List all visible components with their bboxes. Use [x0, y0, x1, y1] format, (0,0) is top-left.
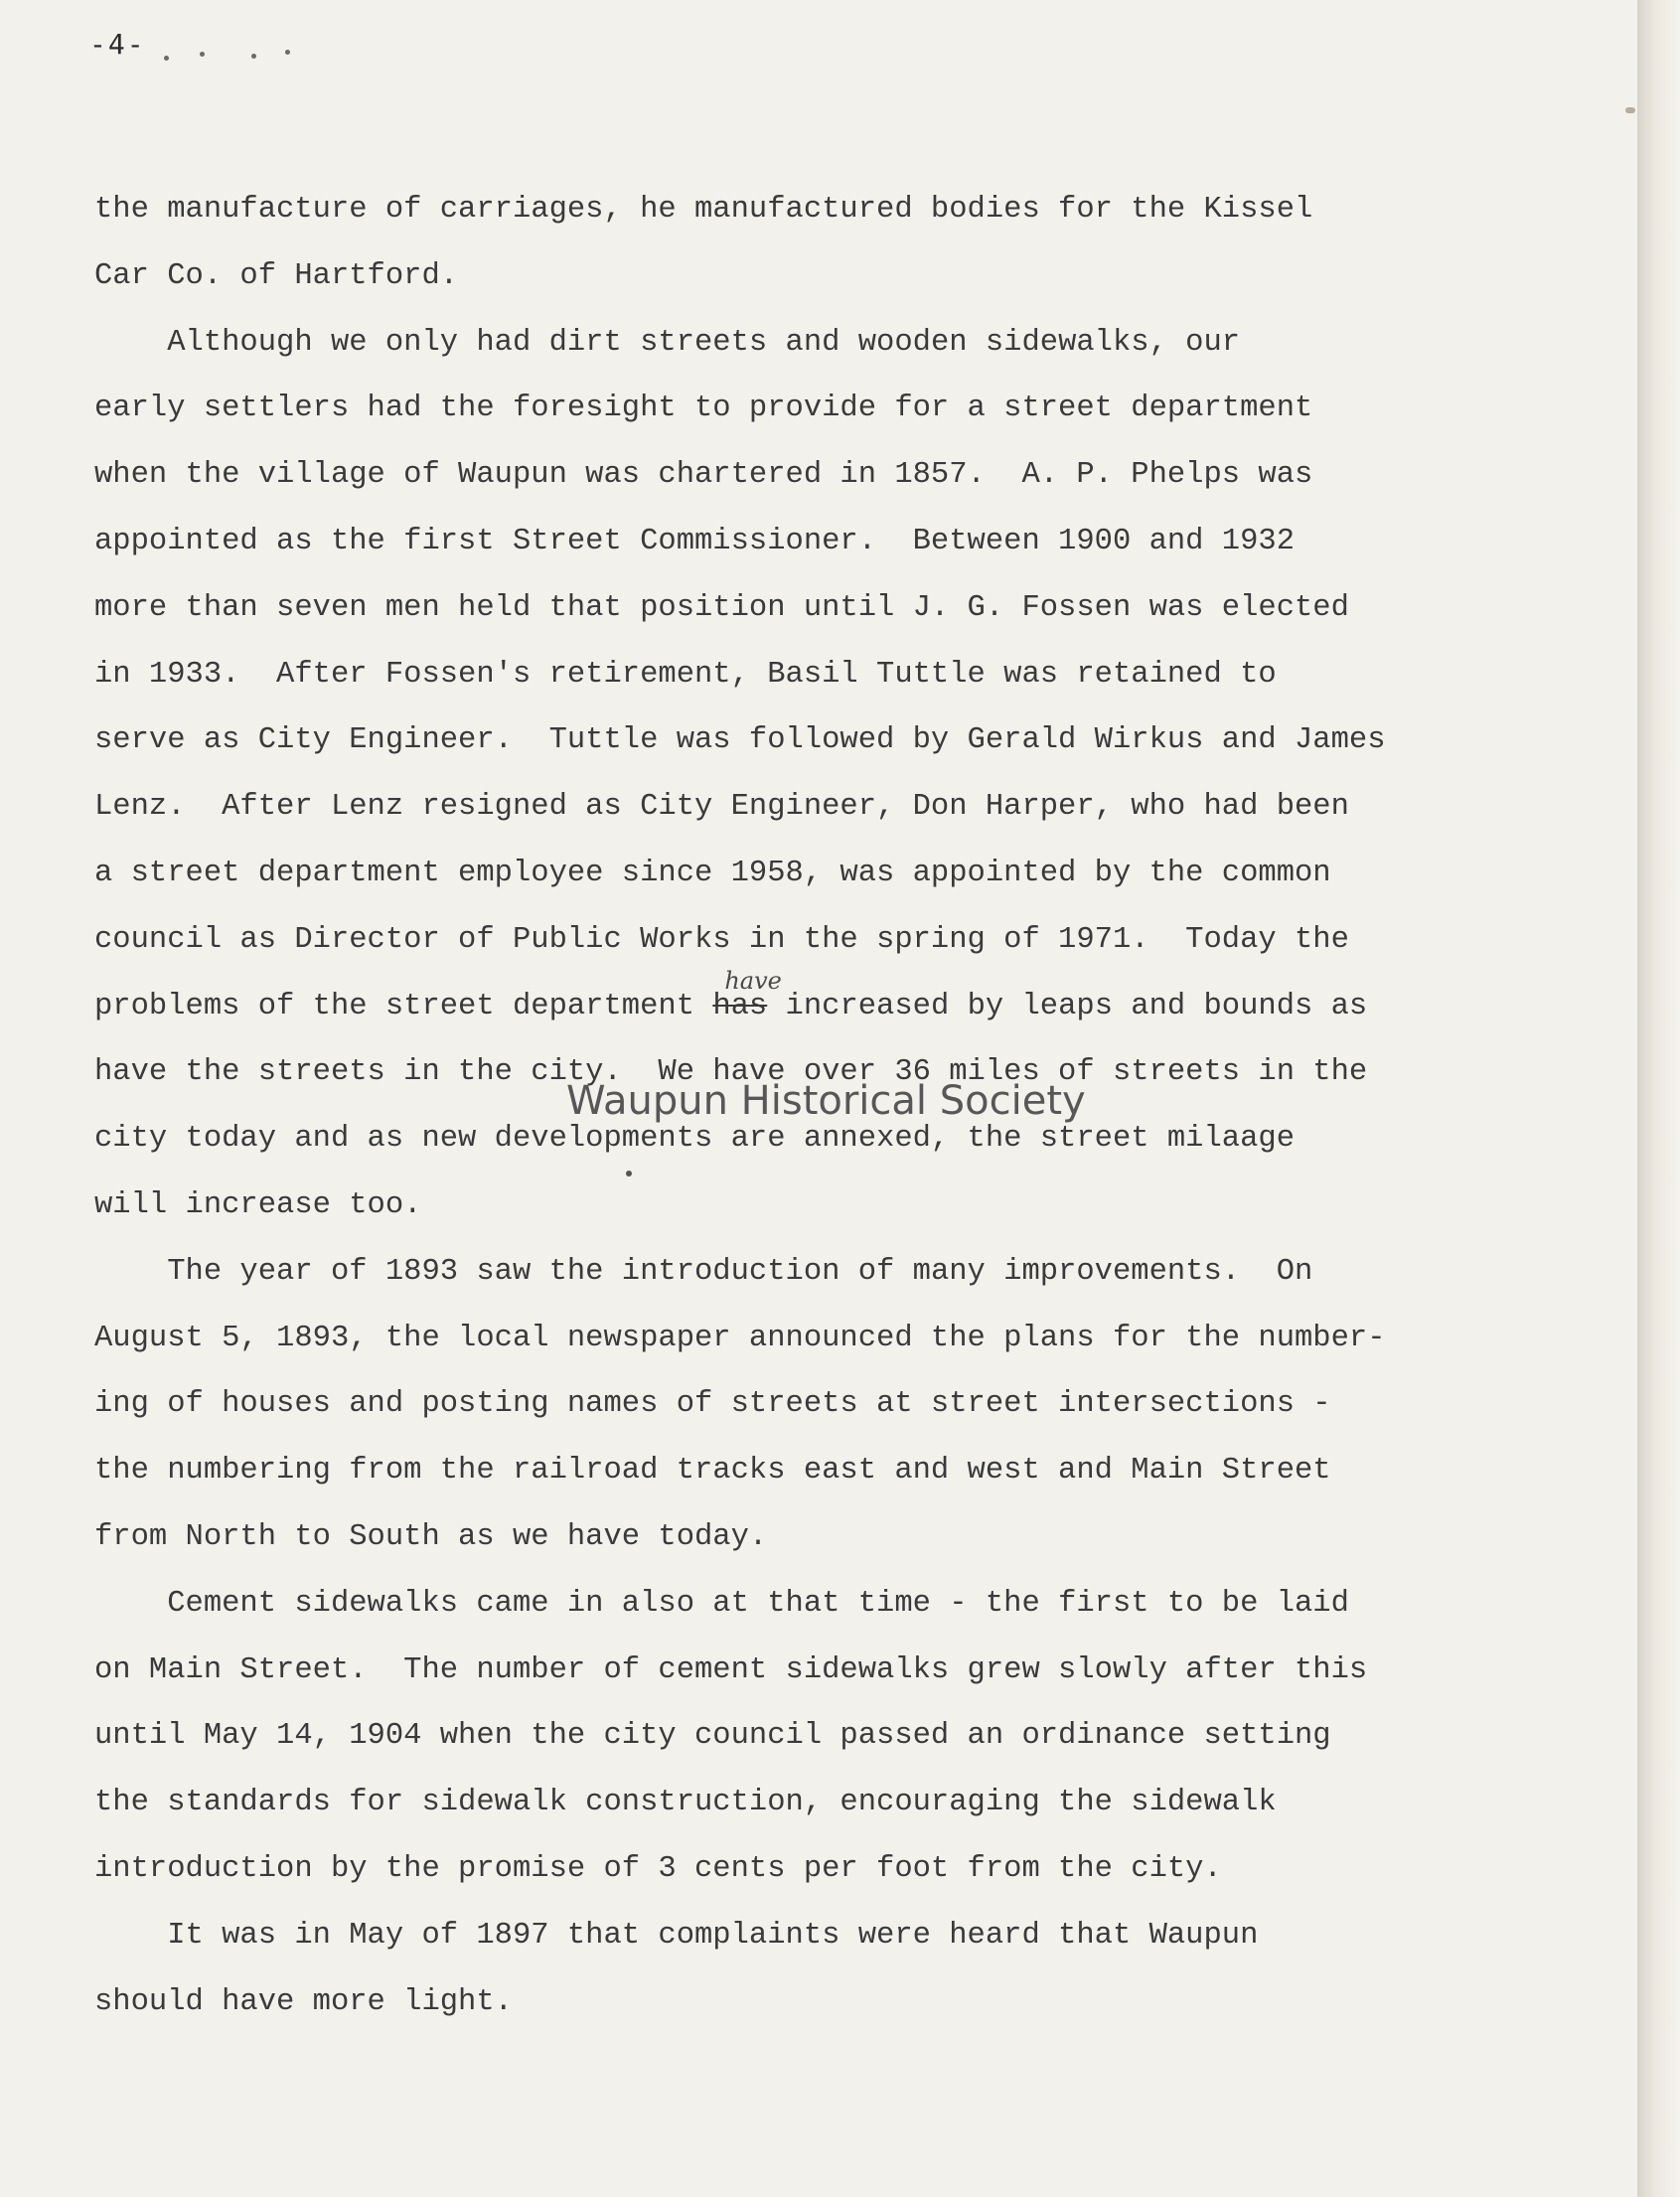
paragraph-streets-part-1: Although we only had dirt streets and wooden sidewalks, our early settlers had the foresight to provide for a street department when the village of Waupun was chartered in 1857. A. P. Phelps was appointed as the first Street Commissioner. Between 1900 and 1932 more than seven men held that position until J. G. Fossen was elected in 1933. After Fossen's retirement, Basil Tuttle was retained to serve as City Engineer. Tuttle was followed by Gerald Wirkus and James Lenz. After Lenz resigned as City Engineer, Don Harper, who had been a street department employee since 1958, was appointed by the common council as Director of Public Works in the spring of 1971. Today the problems of the street department	[94, 325, 1386, 1023]
paragraph-1893: The year of 1893 saw the introduction of many improvements. On August 5, 1893, the local newspaper announced the plans for the number- ing of houses and posting names of streets at street intersections - the numbering from the railroad tracks east and west and Main Street from North to South as we have today.	[94, 1254, 1386, 1554]
paper-specks	[164, 50, 293, 70]
watermark: Waupun Historical Society	[566, 1078, 1086, 1124]
paragraph-streets-part-2: increased by leaps and bounds as have the streets in the city. We have over 36 miles of streets in the city today and as new developments are annexed, the street milaage will increase too.	[94, 989, 1368, 1222]
page-number: -4-	[89, 28, 146, 61]
paragraph-light: It was in May of 1897 that complaints were heard that Waupun should have more light.	[94, 1918, 1259, 2019]
edge-mark	[1625, 107, 1635, 113]
handwritten-correction	[712, 966, 782, 1040]
page-edge-shadow	[1639, 0, 1680, 2197]
paragraph-carriages: the manufacture of carriages, he manufactured bodies for the Kissel Car Co. of Hartford.	[94, 193, 1313, 293]
struck-word: has	[712, 989, 768, 1023]
paragraph-sidewalks: Cement sidewalks came in also at that time - the first to be laid on Main Street. The number of cement sidewalks grew slowly after this until May 14, 1904 when the city council passed an ordinance setting the standards for sidewalk construction, encouraging the sidewalk introduction by the promise of 3 cents per foot from the city.	[94, 1586, 1368, 1886]
ink-dot	[626, 1171, 632, 1177]
inserted-word: have	[724, 966, 782, 995]
